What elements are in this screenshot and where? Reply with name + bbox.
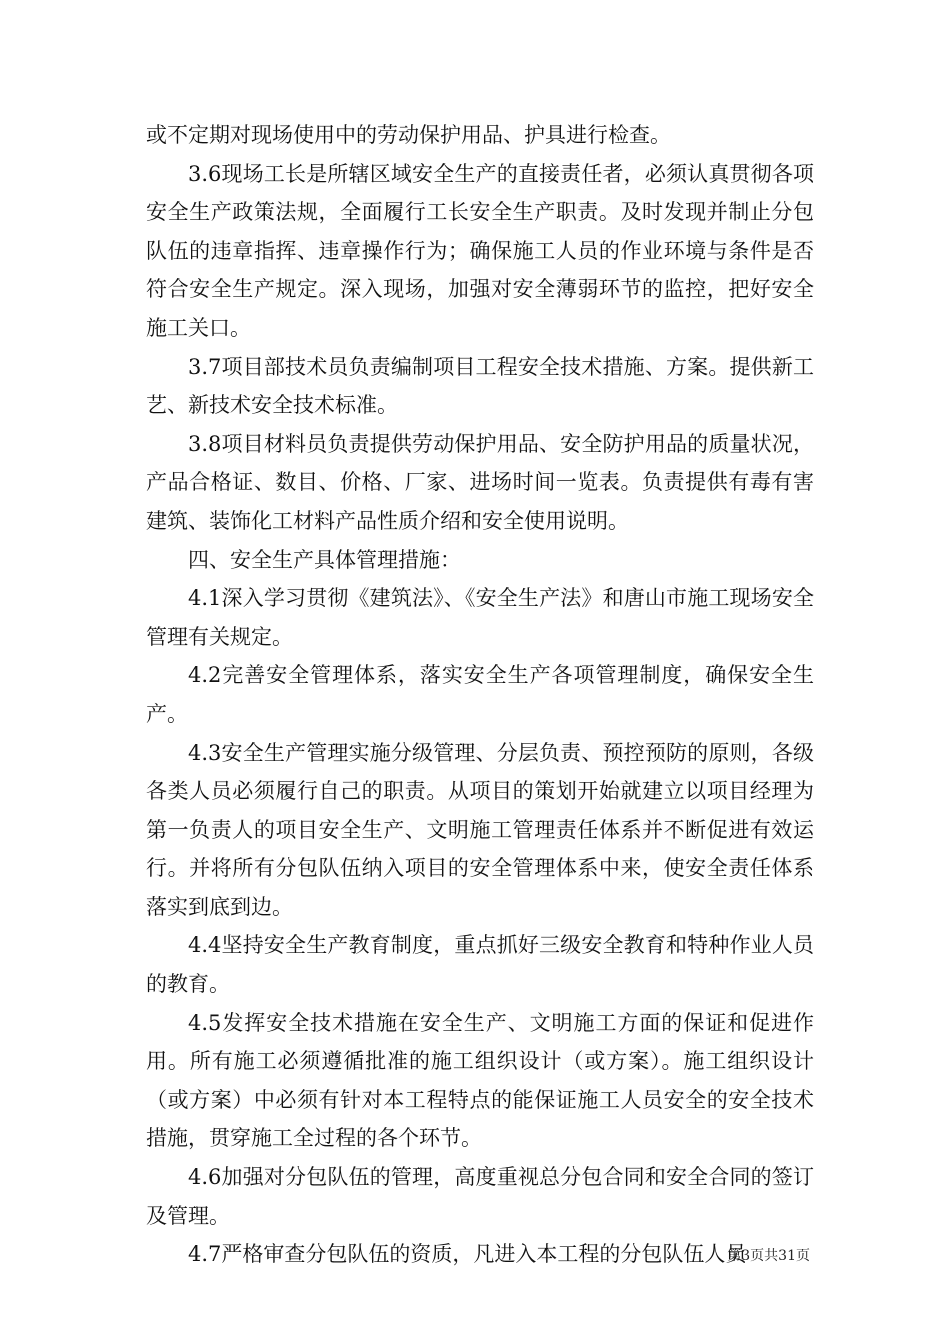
document-body xyxy=(146,116,814,1274)
page-number-footer: 第3页共31页 xyxy=(727,1248,810,1264)
paragraph-4-4: 4.4坚持安全生产教育制度，重点抓好三级安全教育和特种作业人员的教育。 xyxy=(146,933,814,997)
paragraph-continuation: 或不定期对现场使用中的劳动保护用品、护具进行检查。 xyxy=(146,123,671,147)
paragraph-3-8: 3.8项目材料员负责提供劳动保护用品、安全防护用品的质量状况，产品合格证、数目、价格、厂家、进场时间一览表。负责提供有毒有害建筑、装饰化工材料产品性质介绍和安全使用说明。 xyxy=(146,431,814,533)
paragraph-4-1: 4.1深入学习贯彻《建筑法》、《安全生产法》和唐山市施工现场安全管理有关规定。 xyxy=(146,586,814,649)
paragraph-4-7: 4.7严格审查分包队伍的资质，凡进入本工程的分包队伍人员 xyxy=(188,1242,747,1267)
paragraph-3-6: 3.6现场工长是所辖区域安全生产的直接责任者，必须认真贯彻各项安全生产政策法规，全面履行工长安全生产职责。及时发现并制止分包队伍的违章指挥、违章操作行为；确保施工人员的作业环境与条件是否符合安全生产规定。深入现场，加强对安全薄弱环节的监控，把好安全施工关口。 xyxy=(146,161,814,340)
paragraph-3-7: 3.7项目部技术员负责编制项目工程安全技术措施、方案。提供新工艺、新技术安全技术标准。 xyxy=(146,354,814,418)
paragraph-4-6: 4.6加强对分包队伍的管理，高度重视总分包合同和安全合同的签订及管理。 xyxy=(146,1165,814,1228)
section-heading-4: 四、安全生产具体管理措施： xyxy=(188,547,461,572)
paragraph-4-3: 4.3安全生产管理实施分级管理、分层负责、预控预防的原则，各级各类人员必须履行自己的职责。从项目的策划开始就建立以项目经理为第一负责人的项目安全生产、文明施工管理责任体系并不断促进有效运行。并将所有分包队伍纳入项目的安全管理体系中来，使安全责任体系落实到底到边。 xyxy=(146,740,814,919)
paragraph-4-2: 4.2完善安全管理体系，落实安全生产各项管理制度，确保安全生产。 xyxy=(146,663,814,726)
paragraph-4-5: 4.5发挥安全技术措施在安全生产、文明施工方面的保证和促进作用。所有施工必须遵循批准的施工组织设计（或方案）。施工组织设计（或方案）中必须有针对本工程特点的能保证施工人员安全的安全技术措施，贯穿施工全过程的各个环节。 xyxy=(146,1010,814,1151)
